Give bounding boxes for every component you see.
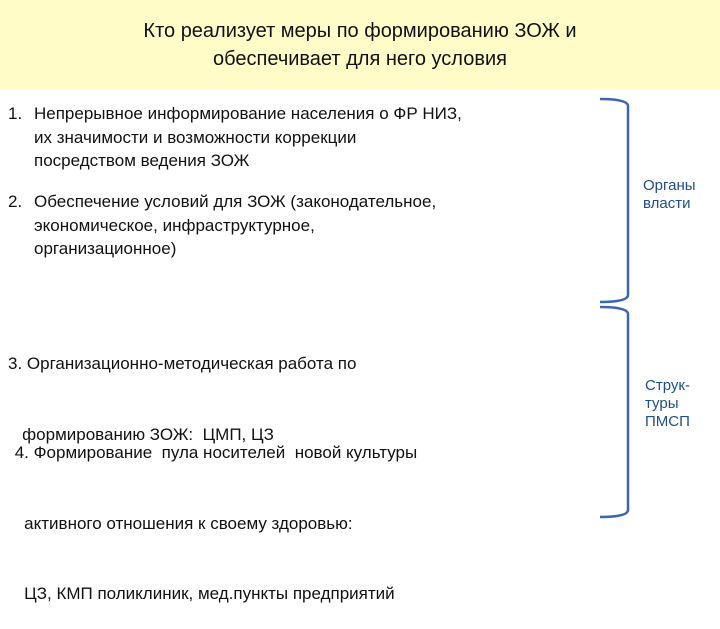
label-phc-structures (645, 377, 690, 431)
list-item-line: экономическое, инфраструктурное, (34, 215, 315, 235)
label-line: туры (645, 395, 679, 412)
list-item-line: Непрерывное информирование населения о ФР НИЗ, (34, 104, 462, 123)
label-line: власти (643, 195, 691, 212)
title-line: обеспечивает для него условия (213, 48, 507, 70)
list-item-line: 3. Организационно-методическая работа по (8, 354, 357, 373)
list-number: 1. (8, 104, 23, 123)
list-item-line: их значимости и возможности коррекции (34, 127, 357, 147)
label-authorities (643, 177, 696, 213)
list-item-line: активного отношения к своему здоровью: (10, 513, 353, 533)
list-item-line: 4. Формирование пула носителей новой культуры (10, 443, 418, 462)
list-item-line: посредством ведения ЗОЖ (34, 151, 250, 170)
list-item-line: ЦЗ, КМП поликлиник, мед.пункты предприятий (10, 584, 395, 603)
list-item-line: формированию ЗОЖ: ЦМП, ЦЗ (8, 424, 274, 444)
label-line: Органы (643, 177, 696, 194)
list-number: 2. (8, 192, 23, 211)
list-item-line: Обеспечение условий для ЗОЖ (законодательное, (34, 192, 437, 211)
right-bracket-icon (600, 99, 628, 302)
label-line: ПМСП (645, 413, 690, 430)
right-bracket-icon (600, 307, 628, 517)
list-item-line: организационное) (34, 239, 177, 258)
label-line: Струк- (645, 377, 690, 394)
title-line: Кто реализует меры по формированию ЗОЖ и (143, 20, 577, 42)
